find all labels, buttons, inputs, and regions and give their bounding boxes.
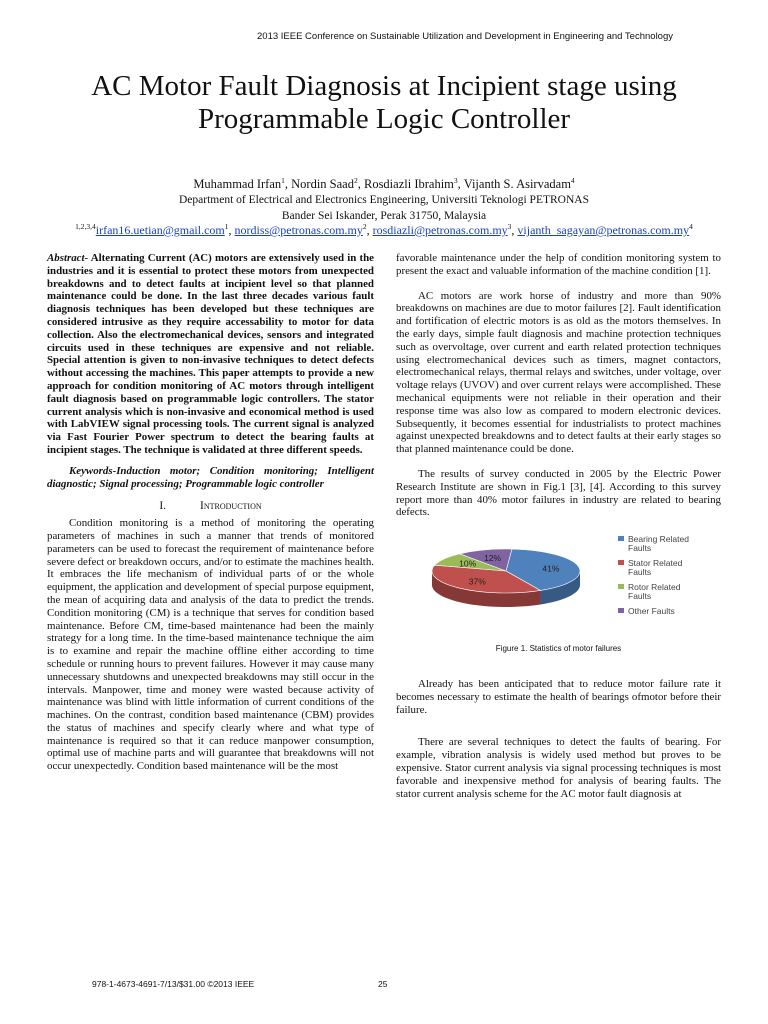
email-prefix: 1,2,3,4	[75, 222, 96, 231]
author-sup: 3	[453, 175, 458, 185]
legend-label: Stator Related Faults	[628, 558, 683, 578]
author-sep: ,	[457, 177, 464, 191]
author-name: Vijanth S. Asirvadam	[463, 177, 571, 191]
email-sep: ,	[366, 223, 373, 237]
keywords: Keywords-Induction motor; Condition monitoring; Intelligent diagnostic; Signal processing; Programmable logic controller	[47, 464, 374, 490]
email-sep: ,	[228, 223, 235, 237]
affiliation-line-1: Department of Electrical and Electronics Engineering, Universiti Teknologi PETRONAS	[178, 194, 589, 206]
email-sup: 1	[224, 222, 229, 231]
author-sup: 2	[353, 175, 358, 185]
body-paragraph: Condition monitoring is a method of monitoring the operating parameters of machines in such a manner that trends of monitored parameters can be used to forecast the requirement of maintenance before severe defect or breakdown occurs, and/or to estimate the machines health. It embraces the life mechanism of individual parts of or the whole equipment, the application and development of special purpose equipment, the mean of acquiring data and analysis of the data to predict the trends. Condition monitoring (CM) is a technique that serves for condition based maintenance. Before CM, time-based maintenance had been the mainly strategy for a long time. In the time-based maintenance technique the aim is to examine and repair the machine offline either according to time schedule or running hours to prevent failures. However it may cause many unnecessary shutdowns and unexpected breakdowns may still occur in the intervals. Manpower, time and money were wasted because activity of maintenance was blind with little information of current conditions of the machines. On the contrast, condition based maintenance (CBM) provides the status of machines and specify clearly where and what type of maintenance is required so that it can reduce manpower consumption, optimal use of machine parts and will guarantee that breakdowns will not occur unexpectedly. Condition based maintenance will be the most	[47, 517, 374, 773]
email-sup: 3	[507, 222, 512, 231]
conference-header: 2013 IEEE Conference on Sustainable Utilization and Development in Engineering and Technology	[257, 31, 673, 42]
figure-1	[396, 529, 721, 639]
left-column	[47, 252, 374, 773]
body-paragraph: There are several techniques to detect the faults of bearing. For example, vibration analysis is widely used method but proves to be expensive. Stator current analysis via signal processing techniques is most favorable and inexpensive method for analysis of bearing faults. The stator current analysis scheme for the AC motor fault diagnosis at	[396, 736, 721, 800]
legend-swatch	[618, 584, 624, 589]
author-block	[40, 176, 728, 224]
right-column	[396, 252, 721, 800]
abstract-text: Alternating Current (AC) motors are extensively used in the industries and it is essential to protect these motors from unexpected breakdowns and to detect faults at incipient level so that planned maintenance could be done. In the last three decades various fault diagnosis techniques has been developed but these techniques are considered intrusive as they require accessability to motor for data collection. Also the electromechanical devices, sensors and integrated circuits used in these techniques are expensive and not reliable. Special attention is given to non-invasive techniques to detect defects without accessing the machines. This paper attempts to provide a new approach for condition monitoring of AC motors through intelligent fault diagnosis based on programmable logic controllers. The stator current analysis which is non-invasive and economical method is used with LabVIEW signal processing tools. The current signal is analyzed via Fast Fourier Power spectrum to detect the bearing faults at incipient stages. The technique is validated at three different speeds.	[47, 252, 374, 456]
legend-swatch	[618, 536, 624, 541]
author-sep: ,	[357, 177, 364, 191]
legend-swatch	[618, 560, 624, 565]
body-paragraph: favorable maintenance under the help of condition monitoring system to present the exact and valuable information of the machine condition [1].	[396, 252, 721, 277]
pie-value-label: 41%	[542, 563, 560, 574]
legend-label: Other Faults	[628, 606, 675, 617]
legend-label: Rotor Related Faults	[628, 582, 681, 602]
pie-chart	[396, 529, 721, 639]
author-name: Muhammad Irfan	[193, 177, 282, 191]
author-sup: 4	[570, 175, 575, 185]
paper-title	[40, 70, 728, 136]
author-names	[40, 176, 728, 192]
body-paragraph: AC motors are work horse of industry and more than 90% breakdowns on machines are due to motor failures [2]. Fault identification and fortification of electric motors is as old as the motors themselves. In the early days, simple fault diagnosis and machine protection techniques such as overvoltage, over current and earth related protection techniques using electromechanical devices such as timers, magnet contactors, electromechanical relays, thermal relays and switches, under voltage, over voltage relays (UVOV) and over current relays were accomplished. These mechanical equipments were not reliable in their operation and their response time was also low as compared to modern electronic devices. Subsequently, it becomes essential for industrialists to protect machines against unexpected breakdowns and to detect faults at their early stages so that planned maintenance could be done.	[396, 289, 721, 456]
page-number: 25	[378, 979, 388, 989]
author-name: Nordin Saad	[291, 177, 354, 191]
email-sup: 4	[689, 222, 693, 231]
title-line-2: Programmable Logic Controller	[197, 103, 571, 135]
email-link[interactable]: irfan16.uetian@gmail.com	[95, 223, 225, 237]
figure-caption: Figure 1. Statistics of motor failures	[495, 644, 622, 654]
section-heading	[47, 500, 374, 513]
body-paragraph: The results of survey conducted in 2005 by the Electric Power Research Institute are shown in Fig.1 [3], [4]. According to this survey report more than 40% motor failures in industry are related to bearing defects.	[396, 467, 721, 519]
pie-value-label: 12%	[484, 553, 502, 564]
email-line	[40, 223, 728, 238]
email-link[interactable]: vijanth_sagayan@petronas.com.my	[517, 223, 690, 237]
author-sep: ,	[284, 177, 292, 191]
author-name: Rosdiazli Ibrahim	[363, 177, 454, 191]
pie-value-label: 10%	[459, 558, 477, 569]
abstract-label: Abstract-	[47, 252, 89, 264]
legend-swatch	[618, 608, 624, 613]
title-line-1: AC Motor Fault Diagnosis at Incipient stage using	[91, 70, 677, 102]
section-title: Introduction	[200, 500, 262, 513]
email-link[interactable]: nordiss@petronas.com.my	[234, 223, 363, 237]
author-sup: 1	[281, 175, 285, 185]
legend-label: Bearing Related Faults	[628, 534, 689, 554]
section-number: I.	[159, 500, 167, 513]
body-paragraph: Already has been anticipated that to reduce motor failure rate it becomes necessary to estimate the health of bearings ofmotor before their failure.	[396, 677, 721, 716]
email-sup: 2	[362, 222, 367, 231]
email-link[interactable]: rosdiazli@petronas.com.my	[372, 223, 508, 237]
abstract	[47, 252, 374, 457]
pie-value-label: 37%	[468, 576, 486, 587]
email-sep: ,	[511, 223, 518, 237]
affiliation-line-2: Bander Sei Iskander, Perak 31750, Malaysia	[281, 210, 487, 222]
footer-isbn: 978-1-4673-4691-7/13/$31.00 ©2013 IEEE	[92, 979, 255, 989]
